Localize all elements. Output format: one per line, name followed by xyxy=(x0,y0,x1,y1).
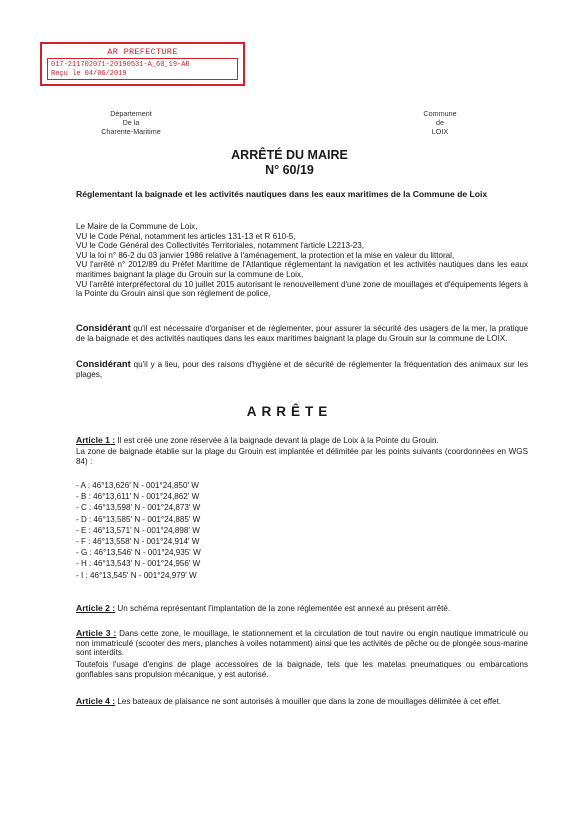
commune-line: LOIX xyxy=(431,126,449,136)
visa-line: VU le Code Général des Collectivités Territoriales, notamment l'article L2213-23, xyxy=(76,241,364,251)
considerant-label: Considérant xyxy=(76,358,131,369)
visas-block xyxy=(76,222,528,299)
article-label: Article 3 : xyxy=(76,628,117,638)
visa-line: VU l'arrêté interpréfectoral du 10 juillet 2015 autorisant le renouvellement d'une zone de mouillages et d'équipements légers à la Pointe du Grouin ainsi que son règlement de police, xyxy=(76,279,528,299)
coordinate-point: - D : 46°13,585' N - 001°24,885' W xyxy=(76,514,201,524)
visa-line: VU le Code Pénal, notamment les articles 131-13 et R 610-5, xyxy=(76,231,296,241)
considerant-1 xyxy=(76,323,528,343)
article-text: Dans cette zone, le mouillage, le stationnement et la circulation de tout navire ou engin nautique immatriculé ou non immatriculé (scooter des mers, planches à voiles notamment) ainsi que les activités de pêche ou de plongée sous-marine sont interdits. xyxy=(76,629,529,658)
considerant-2 xyxy=(76,359,528,379)
article-text: Un schéma représentant l'implantation de la zone réglementée est annexé au présent arrêté. xyxy=(115,604,451,613)
stamp-title: AR PREFECTURE xyxy=(107,47,178,57)
article-1-zone: La zone de baignade établie sur la plage du Grouin est implantée et délimitée par les points suivants (coordonnées en WGS 84) : xyxy=(76,447,528,466)
article-label: Article 2 : xyxy=(76,603,116,613)
considerant-label: Considérant xyxy=(76,322,131,333)
visa-line: Le Maire de la Commune de Loix, xyxy=(76,222,198,231)
coordinate-point: - I : 46°13,545' N - 001°24,979' W xyxy=(76,570,197,580)
article-label: Article 1 : xyxy=(76,435,116,445)
visa-line: VU la loi n° 86-2 du 03 janvier 1986 relative à l'aménagement, la protection et la mise en valeur du littoral, xyxy=(76,250,455,260)
stamp-reference: 017-211702071-20190531-A_60_19-AR xyxy=(51,61,190,69)
commune-header xyxy=(412,110,468,136)
commune-line: Commune xyxy=(423,109,457,118)
coordinate-point: - A : 46°13,626' N - 001°24,850' W xyxy=(76,481,199,490)
stamp-received-date: Reçu le 04/06/2019 xyxy=(51,70,127,78)
department-line: Charente-Maritime xyxy=(101,126,161,136)
coordinate-point: - B : 46°13,611' N - 001°24,862' W xyxy=(76,492,200,502)
prefecture-stamp xyxy=(40,42,245,86)
department-header xyxy=(96,110,166,136)
coordinate-point: - G : 46°13,546' N - 001°24,935' W xyxy=(76,548,201,558)
department-line: De la xyxy=(122,117,140,127)
decree-subject: Réglementant la baignade et les activités nautiques dans les eaux maritimes de la Commune de Loix xyxy=(76,189,488,199)
article-3-exception: Toutefois l'usage d'engins de plage accessoires de la baignade, tels que les matelas pneumatiques ou embarcations gonflables sans propulsion mécanique, y est autorisé. xyxy=(76,660,528,679)
department-line: Département xyxy=(110,109,152,118)
article-2 xyxy=(76,604,528,614)
article-text: Il est créé une zone réservée à la baignade devant la plage de Loix à la Pointe du Grouin. xyxy=(115,436,439,445)
article-4 xyxy=(76,697,528,707)
coordinate-point: - C : 46°13,598' N - 001°24,873' W xyxy=(76,503,201,513)
decree-number: N° 60/19 xyxy=(265,163,314,177)
document-title: ARRÊTÉ DU MAIRE xyxy=(231,148,348,162)
considerant-text: qu'il est nécessaire d'organiser et de réglementer, pour assurer la sécurité des usagers de la mer, la pratique de la baignade et des activités nautiques dans les eaux maritimes baignant la plage du Grouin sur la commune de LOIX. xyxy=(76,324,528,343)
article-1 xyxy=(76,436,528,446)
coordinate-point: - H : 46°13,543' N - 001°24,956' W xyxy=(76,559,201,569)
considerant-text: qu'il y a lieu, pour des raisons d'hygiène et de sécurité de réglementer la fréquentation des animaux sur les plages, xyxy=(76,360,528,379)
coordinate-point: - E : 46°13,571' N - 001°24,898' W xyxy=(76,525,200,535)
stamp-inner-box xyxy=(47,58,238,80)
commune-line: de xyxy=(436,117,444,127)
visa-line: VU l'arrêté n° 2012/89 du Préfet Maritime de l'Atlantique réglementant la navigation et les activités nautiques dans les eaux maritimes baignant la plage du Grouin sur la commune de Loix, xyxy=(76,260,528,279)
article-text: Les bateaux de plaisance ne sont autorisés à mouiller que dans la zone de mouillages délimitée à cet effet. xyxy=(115,697,502,706)
article-3 xyxy=(76,629,528,658)
coordinate-list xyxy=(76,480,376,581)
article-label: Article 4 : xyxy=(76,696,116,706)
coordinate-point: - F : 46°13,558' N - 001°24,914' W xyxy=(76,537,200,547)
arrete-heading: ARRÊTE xyxy=(246,404,333,419)
